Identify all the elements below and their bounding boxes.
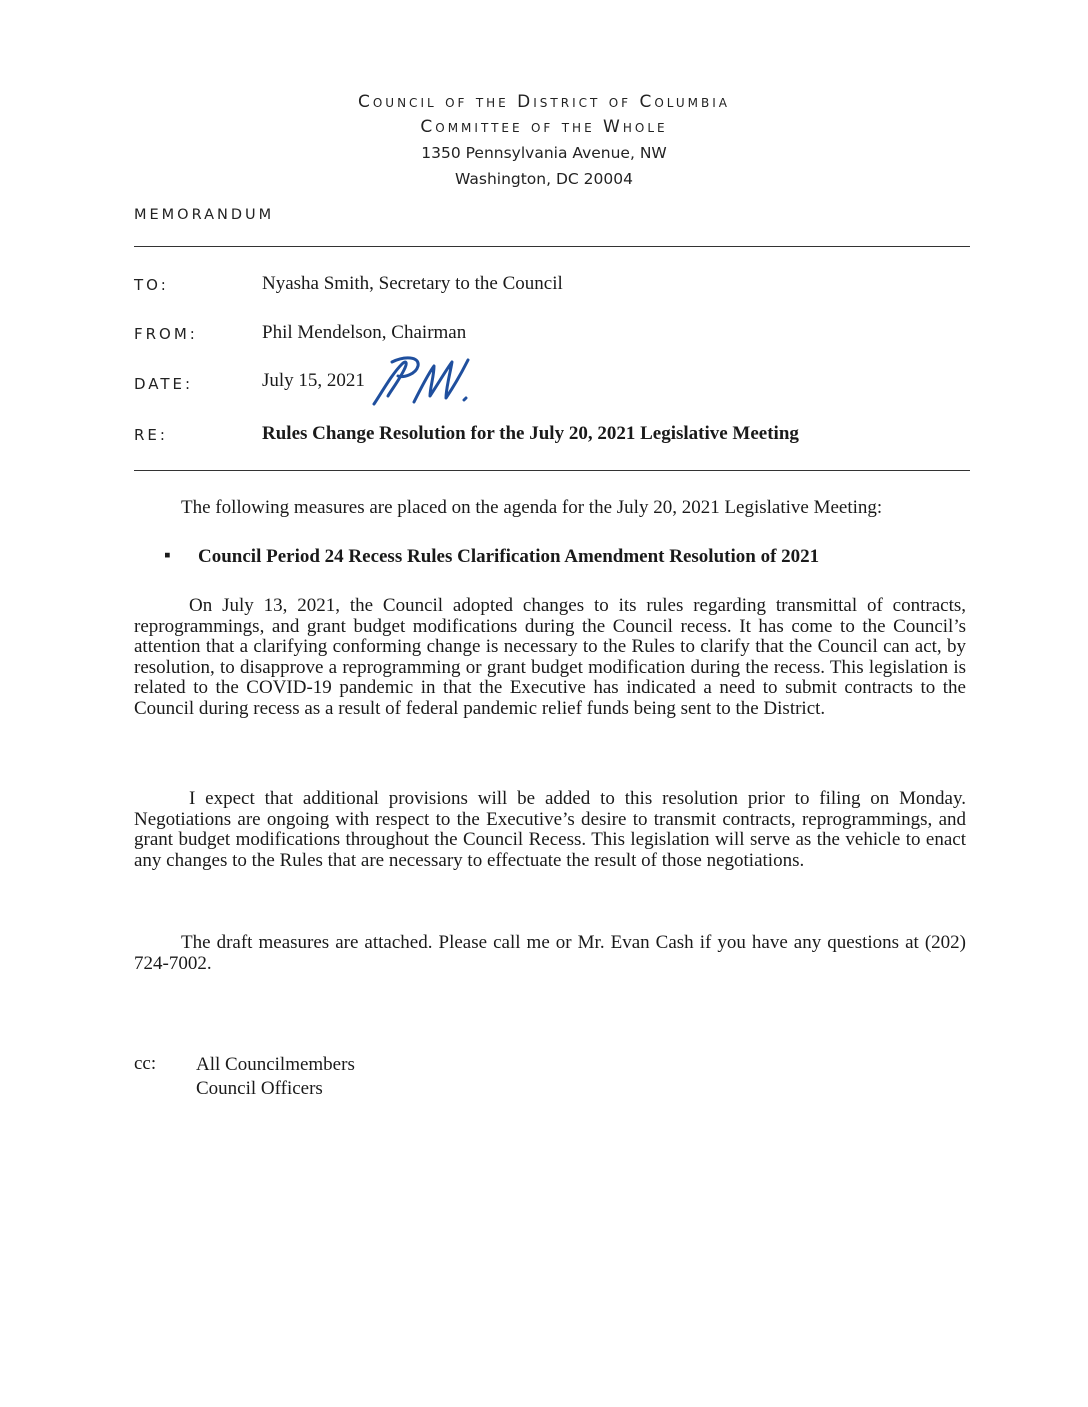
- cc-label: cc:: [134, 1053, 157, 1074]
- header-bottom-rule: [134, 470, 970, 471]
- header-top-rule: [134, 246, 970, 247]
- re-value: Rules Change Resolution for the July 20, 2021 Legislative Meeting: [262, 423, 799, 444]
- letterhead-city-address: Washington, DC 20004: [455, 170, 633, 188]
- from-value: Phil Mendelson, Chairman: [262, 322, 467, 343]
- memorandum-label: MEMORANDUM: [134, 207, 275, 223]
- cc-recipient: Council Officers: [196, 1078, 323, 1099]
- re-label: RE:: [134, 426, 168, 444]
- letterhead-street-address: 1350 Pennsylvania Avenue, NW: [421, 144, 667, 162]
- body-paragraph: On July 13, 2021, the Council adopted changes to its rules regarding transmittal of contracts, reprogrammings, and grant budget modifications during the Council recess. It has come to the Council’s attention that a clarifying conforming change is necessary to the Rules to clarify that the Council can act, by resolution, to disapprove a reprogramming or grant budget modification during the recess. This legislation is related to the COVID-19 pandemic in that the Executive has indicated a need to submit contracts to the Council during recess as a result of federal pandemic relief funds being sent to the District.: [134, 595, 966, 719]
- agenda-intro: The following measures are placed on the agenda for the July 20, 2021 Legislative Meeting:: [181, 497, 883, 518]
- cc-recipient: All Councilmembers: [196, 1054, 355, 1075]
- date-label: DATE:: [134, 375, 194, 393]
- bullet-marker: ▪: [164, 545, 171, 566]
- to-value: Nyasha Smith, Secretary to the Council: [262, 273, 563, 294]
- from-label: FROM:: [134, 325, 198, 343]
- to-label: TO:: [134, 276, 169, 294]
- body-paragraph: The draft measures are attached. Please call me or Mr. Evan Cash if you have any questions at (202) 724-7002.: [134, 932, 966, 974]
- letterhead-council-name: Council of the District of Columbia: [357, 92, 730, 112]
- agenda-measure-title: Council Period 24 Recess Rules Clarification Amendment Resolution of 2021: [198, 546, 820, 567]
- date-value: July 15, 2021: [262, 370, 365, 391]
- letterhead: [0, 90, 1088, 192]
- letterhead-committee-name: Committee of the Whole: [420, 117, 668, 137]
- body-paragraph: I expect that additional provisions will be added to this resolution prior to filing on Monday. Negotiations are ongoing with respect to the Executive’s desire to transmit contracts, reprogrammings, and grant budget modifications throughout the Council Recess. This legislation will serve as the vehicle to enact any changes to the Rules that are necessary to effectuate the result of those negotiations.: [134, 788, 966, 871]
- chairman-signature: [368, 352, 478, 412]
- cc-list: [196, 1053, 355, 1101]
